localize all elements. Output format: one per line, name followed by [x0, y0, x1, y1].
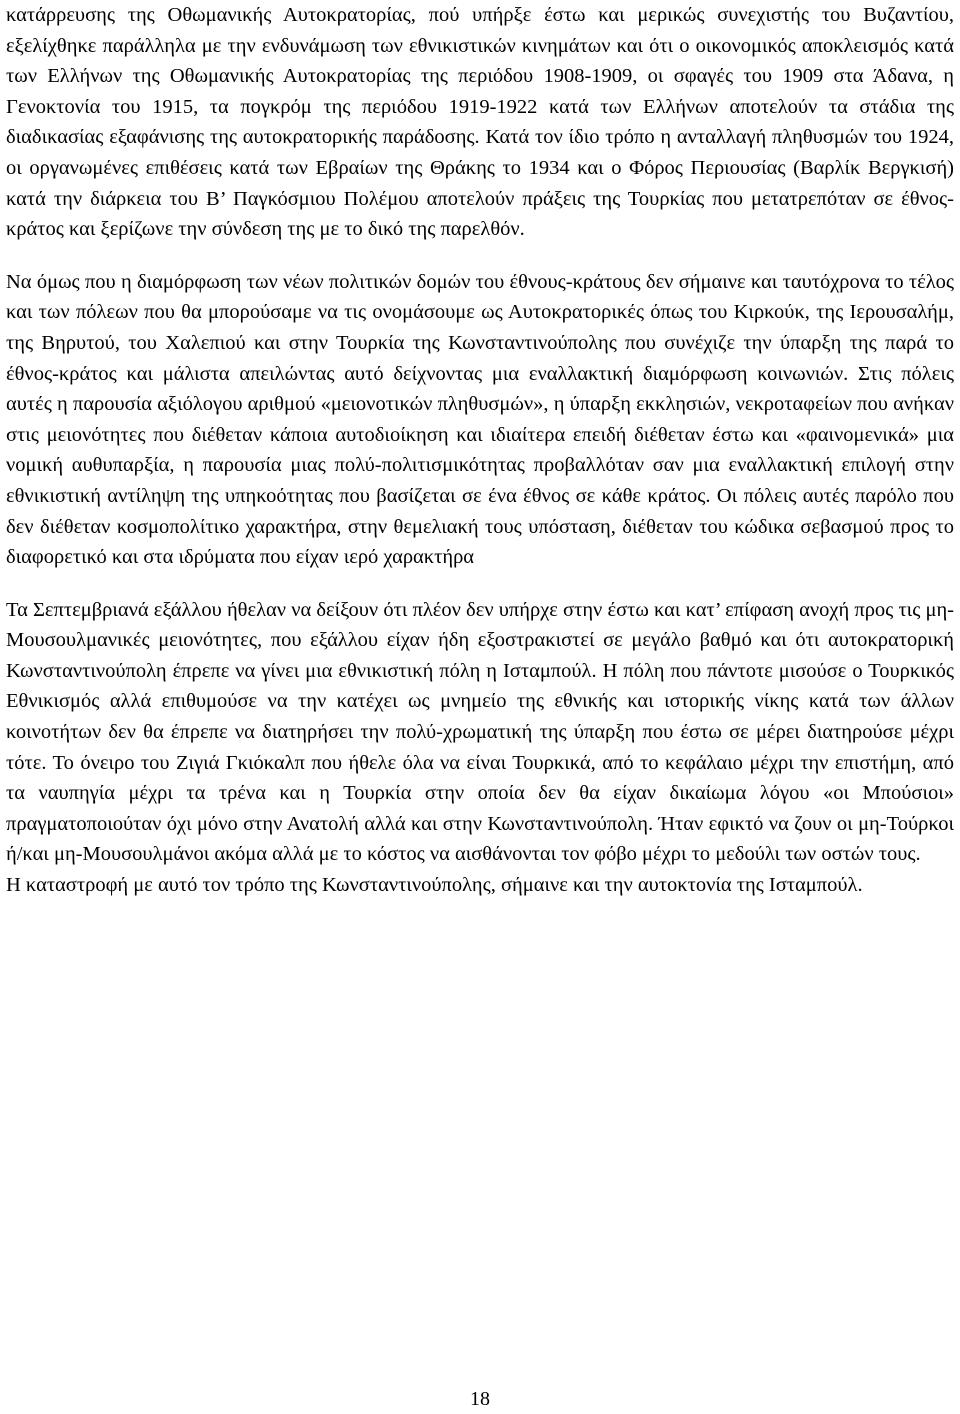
paragraph-2: Να όμως που η διαμόρφωση των νέων πολιτικών δομών του έθνους-κράτους δεν σήμαινε και ταυτόχρονα το τέλος και των πόλεων που θα μπορούσαμε να τις ονομάσουμε ως Αυτοκρατορικές όπως του Κιρκούκ, της Ιερουσαλήμ, της Βηρυτού, του Χαλεπιού και στην Τουρκία της Κωνσταντινούπολης που συνέχιζε την ύπαρξη της παρά το έθνος-κράτος και μάλιστα απειλώντας αυτό δείχνοντας μια εναλλακτική διαμόρφωση κοινωνιών. Στις πόλεις αυτές η παρουσία αξιόλογου αριθμού «μειονοτικών πληθυσμών», η ύπαρξη εκκλησιών, νεκροταφείων που ανήκαν στις μειονότητες που διέθεταν κάποια αυτοδιοίκηση και ιδιαίτερα επειδή διέθεταν έστω και «φαινομενικά» μια νομική αυθυπαρξία, η παρουσία μιας πολύ-πολιτισμικότητας προβαλλόταν σαν μια εναλλακτική επιλογή στην εθνικιστική αντίληψη της υπηκοότητας που βασίζεται σε ένα έθνος σε κάθε κράτος. Οι πόλεις αυτές παρόλο που δεν διέθεταν κοσμοπολίτικο χαρακτήρα, στην θεμελιακή τους υπόσταση, διέθεταν του κώδικα σεβασμού προς το διαφορετικό και στα ιδρύματα που είχαν ιερό χαρακτήρα: [6, 270, 954, 569]
paragraph-1: κατάρρευσης της Οθωμανικής Αυτοκρατορίας, πού υπήρξε έστω και μερικώς συνεχιστής του Βυζαντίου, εξελίχθηκε παράλληλα με την ενδυνάμωση των εθνικιστικών κινημάτων και ότι ο οικονομικός αποκλεισμός κατά των Ελλήνων της Οθωμανικής Αυτοκρατορίας της περιόδου 1908-1909, οι σφαγές του 1909 στα Άδανα, η Γενοκτονία του 1915, τα πογκρόμ της περιόδου 1919-1922 κατά των Ελλήνων αποτελούν τα στάδια της διαδικασίας εξαφάνισης της αυτοκρατορικής παράδοσης. Κατά τον ίδιο τρόπο η ανταλλαγή πληθυσμών του 1924, οι οργανωμένες επιθέσεις κατά των Εβραίων της Θράκης το 1934 και ο Φόρος Περιουσίας (Βαρλίκ Βεργκισή) κατά την διάρκεια του Β’ Παγκόσμιου Πολέμου αποτελούν πράξεις της Τουρκίας που μετατρεπόταν σε έθνος-κράτος και ξερίζωνε την σύνδεση της με το δικό της παρελθόν.: [6, 4, 954, 241]
paragraph-3: Τα Σεπτεμβριανά εξάλλου ήθελαν να δείξουν ότι πλέον δεν υπήρχε στην έστω και κατ’ επίφαση ανοχή προς τις μη-Μουσουλμανικές μειονότητες, που εξάλλου είχαν ήδη εξοστρακιστεί σε μεγάλο βαθμό και ότι αυτοκρατορική Κωνσταντινούπολη έπρεπε να γίνει μια εθνικιστική πόλη η Ισταμπούλ. Η πόλη που πάντοτε μισούσε ο Τουρκικός Εθνικισμός αλλά επιθυμούσε να την κατέχει ως μνημείο της εθνικής και ιστορικής νίκης κατά των άλλων κοινοτήτων δεν θα έπρεπε να διατηρήσει την πολύ-χρωματική της ύπαρξη που έστω σε μέρει διατηρούσε μέχρι τότε. Το όνειρο του Ζιγιά Γκιόκαλπ που ήθελε όλα να είναι Τουρκικά, από το κεφάλαιο μέχρι την επιστήμη, από τα ναυπηγία μέχρι τα τρένα και η Τουρκία στην οποία δεν θα είχαν δικαίωμα λόγου «οι Μπούσιοι» πραγματοποιούταν όχι μόνο στην Ανατολή αλλά και στην Κωνσταντινούπολη. Ήταν εφικτό να ζουν οι μη-Τούρκοι ή/και μη-Μουσουλμάνοι ακόμα αλλά με το κόστος να αισθάνονται τον φόβο μέχρι το μεδούλι των οστών τους.: [6, 598, 954, 866]
paragraph-4: Η καταστροφή με αυτό τον τρόπο της Κωνσταντινούπολης, σήμαινε και την αυτοκτονία της Ισταμπούλ.: [6, 874, 863, 897]
document-page: [6, 0, 954, 901]
page-number: 18: [470, 1388, 490, 1410]
